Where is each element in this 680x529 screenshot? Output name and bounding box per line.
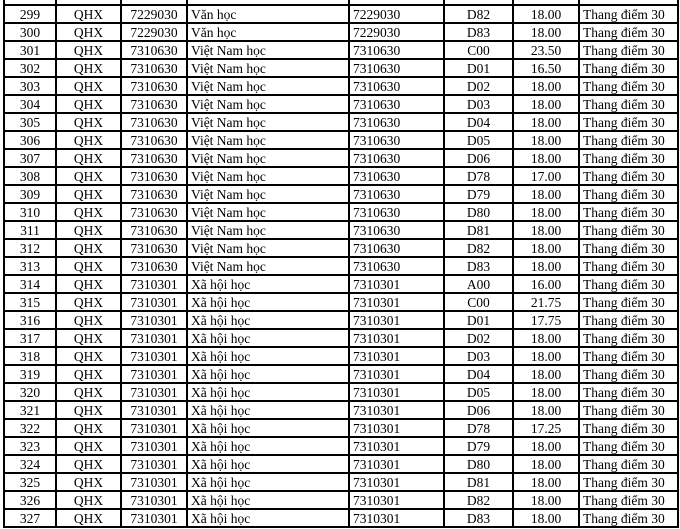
major-code-2-cell: 7310301 xyxy=(349,293,444,311)
table-row xyxy=(4,131,678,149)
major-code-2-cell: 7310630 xyxy=(349,149,444,167)
row-number-cell: 325 xyxy=(4,473,56,491)
major-code-cell: 7310630 xyxy=(121,113,187,131)
unit-code-cell: QHX xyxy=(56,473,121,491)
major-code-2-cell: 7310630 xyxy=(349,41,444,59)
table-row xyxy=(4,221,678,239)
row-number-cell: 312 xyxy=(4,239,56,257)
unit-code-cell: QHX xyxy=(56,23,121,41)
major-code-2-cell: 7310301 xyxy=(349,311,444,329)
row-number-cell: 313 xyxy=(4,257,56,275)
unit-code-cell: QHX xyxy=(56,419,121,437)
score-cell: 18.00 xyxy=(513,203,579,221)
major-name-cell: Xã hội học xyxy=(187,365,349,383)
table-row xyxy=(4,437,678,455)
major-name-cell: Xã hội học xyxy=(187,491,349,509)
score-cell: 17.75 xyxy=(513,311,579,329)
major-name-cell: Việt Nam học xyxy=(187,167,349,185)
major-code-cell: 7310301 xyxy=(121,347,187,365)
major-code-2-cell: 7310301 xyxy=(349,491,444,509)
subject-block-cell: D03 xyxy=(444,95,513,113)
major-code-cell: 7310630 xyxy=(121,167,187,185)
unit-code-cell: QHX xyxy=(56,131,121,149)
scale-cell: Thang điểm 30 xyxy=(579,41,678,59)
unit-code-cell: QHX xyxy=(56,365,121,383)
row-number-cell: 316 xyxy=(4,311,56,329)
row-number-cell: 326 xyxy=(4,491,56,509)
major-name-cell: Việt Nam học xyxy=(187,113,349,131)
admission-score-table xyxy=(3,0,679,528)
unit-code-cell: QHX xyxy=(56,77,121,95)
subject-block-cell: D02 xyxy=(444,77,513,95)
row-number-cell: 314 xyxy=(4,275,56,293)
score-cell: 18.00 xyxy=(513,365,579,383)
score-cell: 17.00 xyxy=(513,167,579,185)
major-code-cell: 7310301 xyxy=(121,365,187,383)
subject-block-cell: D01 xyxy=(444,59,513,77)
unit-code-cell: QHX xyxy=(56,491,121,509)
scale-cell: Thang điểm 30 xyxy=(579,329,678,347)
scale-cell: Thang điểm 30 xyxy=(579,365,678,383)
scale-cell: Thang điểm 30 xyxy=(579,347,678,365)
row-number-cell: 306 xyxy=(4,131,56,149)
unit-code-cell: QHX xyxy=(56,203,121,221)
score-cell: 18.00 xyxy=(513,257,579,275)
subject-block-cell: D83 xyxy=(444,23,513,41)
row-number-cell: 304 xyxy=(4,95,56,113)
unit-code-cell: QHX xyxy=(56,41,121,59)
scale-cell: Thang điểm 30 xyxy=(579,203,678,221)
row-number-cell: 322 xyxy=(4,419,56,437)
scale-cell: Thang điểm 30 xyxy=(579,239,678,257)
scale-cell: Thang điểm 30 xyxy=(579,5,678,23)
table-row xyxy=(4,491,678,509)
major-code-2-cell: 7310301 xyxy=(349,473,444,491)
major-name-cell: Xã hội học xyxy=(187,329,349,347)
scale-cell: Thang điểm 30 xyxy=(579,77,678,95)
row-number-cell: 302 xyxy=(4,59,56,77)
major-code-2-cell: 7310301 xyxy=(349,329,444,347)
subject-block-cell: D82 xyxy=(444,239,513,257)
table-row xyxy=(4,59,678,77)
major-code-cell: 7310630 xyxy=(121,95,187,113)
major-code-cell: 7310301 xyxy=(121,509,187,527)
major-code-2-cell: 7310301 xyxy=(349,437,444,455)
scale-cell: Thang điểm 30 xyxy=(579,401,678,419)
major-name-cell: Văn học xyxy=(187,5,349,23)
major-code-2-cell: 7310301 xyxy=(349,401,444,419)
major-code-2-cell: 7310630 xyxy=(349,185,444,203)
subject-block-cell: D80 xyxy=(444,455,513,473)
unit-code-cell: QHX xyxy=(56,185,121,203)
major-name-cell: Xã hội học xyxy=(187,455,349,473)
subject-block-cell: D83 xyxy=(444,257,513,275)
table-row xyxy=(4,455,678,473)
table-row xyxy=(4,329,678,347)
subject-block-cell: D81 xyxy=(444,221,513,239)
table-row xyxy=(4,203,678,221)
row-number-cell: 308 xyxy=(4,167,56,185)
major-name-cell: Xã hội học xyxy=(187,275,349,293)
score-cell: 18.00 xyxy=(513,221,579,239)
scale-cell: Thang điểm 30 xyxy=(579,293,678,311)
major-code-cell: 7310630 xyxy=(121,131,187,149)
subject-block-cell: D82 xyxy=(444,5,513,23)
subject-block-cell: D05 xyxy=(444,383,513,401)
major-name-cell: Xã hội học xyxy=(187,419,349,437)
subject-block-cell: D78 xyxy=(444,167,513,185)
major-name-cell: Xã hội học xyxy=(187,311,349,329)
major-code-cell: 7310301 xyxy=(121,473,187,491)
major-code-cell: 7310630 xyxy=(121,41,187,59)
subject-block-cell: D80 xyxy=(444,203,513,221)
score-cell: 18.00 xyxy=(513,491,579,509)
subject-block-cell: A00 xyxy=(444,275,513,293)
major-code-2-cell: 7310630 xyxy=(349,113,444,131)
major-code-cell: 7310630 xyxy=(121,77,187,95)
table-row xyxy=(4,419,678,437)
major-code-cell: 7310630 xyxy=(121,149,187,167)
score-cell: 18.00 xyxy=(513,131,579,149)
score-cell: 18.00 xyxy=(513,473,579,491)
row-number-cell: 301 xyxy=(4,41,56,59)
major-code-2-cell: 7310301 xyxy=(349,365,444,383)
unit-code-cell: QHX xyxy=(56,59,121,77)
score-cell: 18.00 xyxy=(513,77,579,95)
table-row xyxy=(4,41,678,59)
table-row xyxy=(4,473,678,491)
table-row xyxy=(4,77,678,95)
major-name-cell: Xã hội học xyxy=(187,509,349,527)
table-row xyxy=(4,113,678,131)
scale-cell: Thang điểm 30 xyxy=(579,437,678,455)
table-row xyxy=(4,509,678,527)
major-code-2-cell: 7310301 xyxy=(349,275,444,293)
score-cell: 18.00 xyxy=(513,401,579,419)
scale-cell: Thang điểm 30 xyxy=(579,149,678,167)
scale-cell: Thang điểm 30 xyxy=(579,473,678,491)
unit-code-cell: QHX xyxy=(56,5,121,23)
subject-block-cell: D06 xyxy=(444,149,513,167)
score-cell: 18.00 xyxy=(513,383,579,401)
major-name-cell: Việt Nam học xyxy=(187,149,349,167)
unit-code-cell: QHX xyxy=(56,509,121,527)
score-cell: 21.75 xyxy=(513,293,579,311)
subject-block-cell: D79 xyxy=(444,185,513,203)
major-name-cell: Xã hội học xyxy=(187,401,349,419)
row-number-cell: 305 xyxy=(4,113,56,131)
subject-block-cell: D79 xyxy=(444,437,513,455)
table-row xyxy=(4,311,678,329)
unit-code-cell: QHX xyxy=(56,95,121,113)
score-cell: 18.00 xyxy=(513,5,579,23)
subject-block-cell: D04 xyxy=(444,113,513,131)
major-name-cell: Việt Nam học xyxy=(187,185,349,203)
table-row xyxy=(4,383,678,401)
row-number-cell: 321 xyxy=(4,401,56,419)
major-code-2-cell: 7229030 xyxy=(349,23,444,41)
unit-code-cell: QHX xyxy=(56,167,121,185)
subject-block-cell: D82 xyxy=(444,491,513,509)
scale-cell: Thang điểm 30 xyxy=(579,131,678,149)
unit-code-cell: QHX xyxy=(56,221,121,239)
score-cell: 18.00 xyxy=(513,239,579,257)
major-code-cell: 7229030 xyxy=(121,23,187,41)
table-row xyxy=(4,95,678,113)
score-cell: 18.00 xyxy=(513,23,579,41)
major-name-cell: Xã hội học xyxy=(187,473,349,491)
score-cell: 18.00 xyxy=(513,113,579,131)
table-row xyxy=(4,365,678,383)
table-row xyxy=(4,257,678,275)
subject-block-cell: D03 xyxy=(444,347,513,365)
row-number-cell: 315 xyxy=(4,293,56,311)
unit-code-cell: QHX xyxy=(56,455,121,473)
major-code-2-cell: 7310301 xyxy=(349,509,444,527)
major-code-2-cell: 7310301 xyxy=(349,419,444,437)
major-name-cell: Việt Nam học xyxy=(187,239,349,257)
row-number-cell: 309 xyxy=(4,185,56,203)
major-name-cell: Việt Nam học xyxy=(187,77,349,95)
unit-code-cell: QHX xyxy=(56,239,121,257)
scale-cell: Thang điểm 30 xyxy=(579,509,678,527)
major-code-cell: 7310630 xyxy=(121,239,187,257)
scale-cell: Thang điểm 30 xyxy=(579,275,678,293)
major-code-cell: 7310630 xyxy=(121,203,187,221)
scale-cell: Thang điểm 30 xyxy=(579,185,678,203)
scale-cell: Thang điểm 30 xyxy=(579,455,678,473)
score-cell: 23.50 xyxy=(513,41,579,59)
major-code-2-cell: 7310630 xyxy=(349,257,444,275)
score-cell: 18.00 xyxy=(513,455,579,473)
subject-block-cell: D01 xyxy=(444,311,513,329)
major-code-cell: 7310301 xyxy=(121,419,187,437)
major-name-cell: Xã hội học xyxy=(187,383,349,401)
row-number-cell: 310 xyxy=(4,203,56,221)
score-cell: 17.25 xyxy=(513,419,579,437)
major-code-2-cell: 7310630 xyxy=(349,221,444,239)
scale-cell: Thang điểm 30 xyxy=(579,167,678,185)
unit-code-cell: QHX xyxy=(56,149,121,167)
subject-block-cell: D04 xyxy=(444,365,513,383)
table-row xyxy=(4,347,678,365)
table-row xyxy=(4,23,678,41)
major-code-cell: 7229030 xyxy=(121,5,187,23)
row-number-cell: 303 xyxy=(4,77,56,95)
subject-block-cell: C00 xyxy=(444,41,513,59)
major-code-2-cell: 7310630 xyxy=(349,203,444,221)
major-code-cell: 7310630 xyxy=(121,257,187,275)
row-number-cell: 323 xyxy=(4,437,56,455)
row-number-cell: 300 xyxy=(4,23,56,41)
major-code-2-cell: 7229030 xyxy=(349,5,444,23)
scale-cell: Thang điểm 30 xyxy=(579,113,678,131)
score-cell: 18.00 xyxy=(513,185,579,203)
score-table-body xyxy=(4,0,678,527)
major-code-cell: 7310301 xyxy=(121,329,187,347)
major-code-cell: 7310301 xyxy=(121,383,187,401)
major-code-2-cell: 7310301 xyxy=(349,347,444,365)
row-number-cell: 307 xyxy=(4,149,56,167)
unit-code-cell: QHX xyxy=(56,437,121,455)
major-code-2-cell: 7310301 xyxy=(349,383,444,401)
row-number-cell: 319 xyxy=(4,365,56,383)
table-row xyxy=(4,275,678,293)
score-cell: 18.00 xyxy=(513,437,579,455)
scale-cell: Thang điểm 30 xyxy=(579,95,678,113)
major-name-cell: Xã hội học xyxy=(187,293,349,311)
major-name-cell: Việt Nam học xyxy=(187,203,349,221)
score-cell: 16.00 xyxy=(513,275,579,293)
table-row xyxy=(4,239,678,257)
score-cell: 18.00 xyxy=(513,95,579,113)
subject-block-cell: D05 xyxy=(444,131,513,149)
major-code-cell: 7310301 xyxy=(121,437,187,455)
subject-block-cell: C00 xyxy=(444,293,513,311)
scale-cell: Thang điểm 30 xyxy=(579,257,678,275)
score-cell: 18.00 xyxy=(513,329,579,347)
scale-cell: Thang điểm 30 xyxy=(579,419,678,437)
subject-block-cell: D81 xyxy=(444,473,513,491)
major-name-cell: Xã hội học xyxy=(187,347,349,365)
major-name-cell: Văn học xyxy=(187,23,349,41)
table-row xyxy=(4,5,678,23)
table-row xyxy=(4,185,678,203)
subject-block-cell: D78 xyxy=(444,419,513,437)
table-row xyxy=(4,167,678,185)
table-row xyxy=(4,149,678,167)
score-cell: 18.00 xyxy=(513,509,579,527)
major-code-cell: 7310301 xyxy=(121,491,187,509)
major-name-cell: Việt Nam học xyxy=(187,59,349,77)
major-name-cell: Xã hội học xyxy=(187,437,349,455)
row-number-cell: 324 xyxy=(4,455,56,473)
major-code-cell: 7310301 xyxy=(121,455,187,473)
row-number-cell: 317 xyxy=(4,329,56,347)
unit-code-cell: QHX xyxy=(56,275,121,293)
major-code-2-cell: 7310630 xyxy=(349,131,444,149)
row-number-cell: 318 xyxy=(4,347,56,365)
unit-code-cell: QHX xyxy=(56,257,121,275)
major-code-2-cell: 7310630 xyxy=(349,167,444,185)
major-code-2-cell: 7310630 xyxy=(349,59,444,77)
major-code-cell: 7310301 xyxy=(121,311,187,329)
row-number-cell: 311 xyxy=(4,221,56,239)
major-code-2-cell: 7310301 xyxy=(349,455,444,473)
major-name-cell: Việt Nam học xyxy=(187,95,349,113)
scale-cell: Thang điểm 30 xyxy=(579,23,678,41)
row-number-cell: 327 xyxy=(4,509,56,527)
row-number-cell: 299 xyxy=(4,5,56,23)
major-code-cell: 7310630 xyxy=(121,59,187,77)
major-code-cell: 7310630 xyxy=(121,185,187,203)
major-name-cell: Việt Nam học xyxy=(187,257,349,275)
score-cell: 18.00 xyxy=(513,347,579,365)
row-number-cell: 320 xyxy=(4,383,56,401)
unit-code-cell: QHX xyxy=(56,401,121,419)
major-code-2-cell: 7310630 xyxy=(349,239,444,257)
unit-code-cell: QHX xyxy=(56,311,121,329)
scale-cell: Thang điểm 30 xyxy=(579,491,678,509)
major-name-cell: Việt Nam học xyxy=(187,131,349,149)
table-row xyxy=(4,401,678,419)
major-code-cell: 7310301 xyxy=(121,293,187,311)
unit-code-cell: QHX xyxy=(56,329,121,347)
subject-block-cell: D83 xyxy=(444,509,513,527)
major-code-cell: 7310630 xyxy=(121,221,187,239)
major-name-cell: Việt Nam học xyxy=(187,41,349,59)
score-cell: 18.00 xyxy=(513,149,579,167)
scale-cell: Thang điểm 30 xyxy=(579,383,678,401)
score-cell: 16.50 xyxy=(513,59,579,77)
major-code-cell: 7310301 xyxy=(121,401,187,419)
major-name-cell: Việt Nam học xyxy=(187,221,349,239)
scale-cell: Thang điểm 30 xyxy=(579,311,678,329)
subject-block-cell: D02 xyxy=(444,329,513,347)
table-row xyxy=(4,293,678,311)
major-code-cell: 7310301 xyxy=(121,275,187,293)
subject-block-cell: D06 xyxy=(444,401,513,419)
unit-code-cell: QHX xyxy=(56,383,121,401)
unit-code-cell: QHX xyxy=(56,347,121,365)
scale-cell: Thang điểm 30 xyxy=(579,221,678,239)
unit-code-cell: QHX xyxy=(56,113,121,131)
major-code-2-cell: 7310630 xyxy=(349,95,444,113)
unit-code-cell: QHX xyxy=(56,293,121,311)
scale-cell: Thang điểm 30 xyxy=(579,59,678,77)
major-code-2-cell: 7310630 xyxy=(349,77,444,95)
